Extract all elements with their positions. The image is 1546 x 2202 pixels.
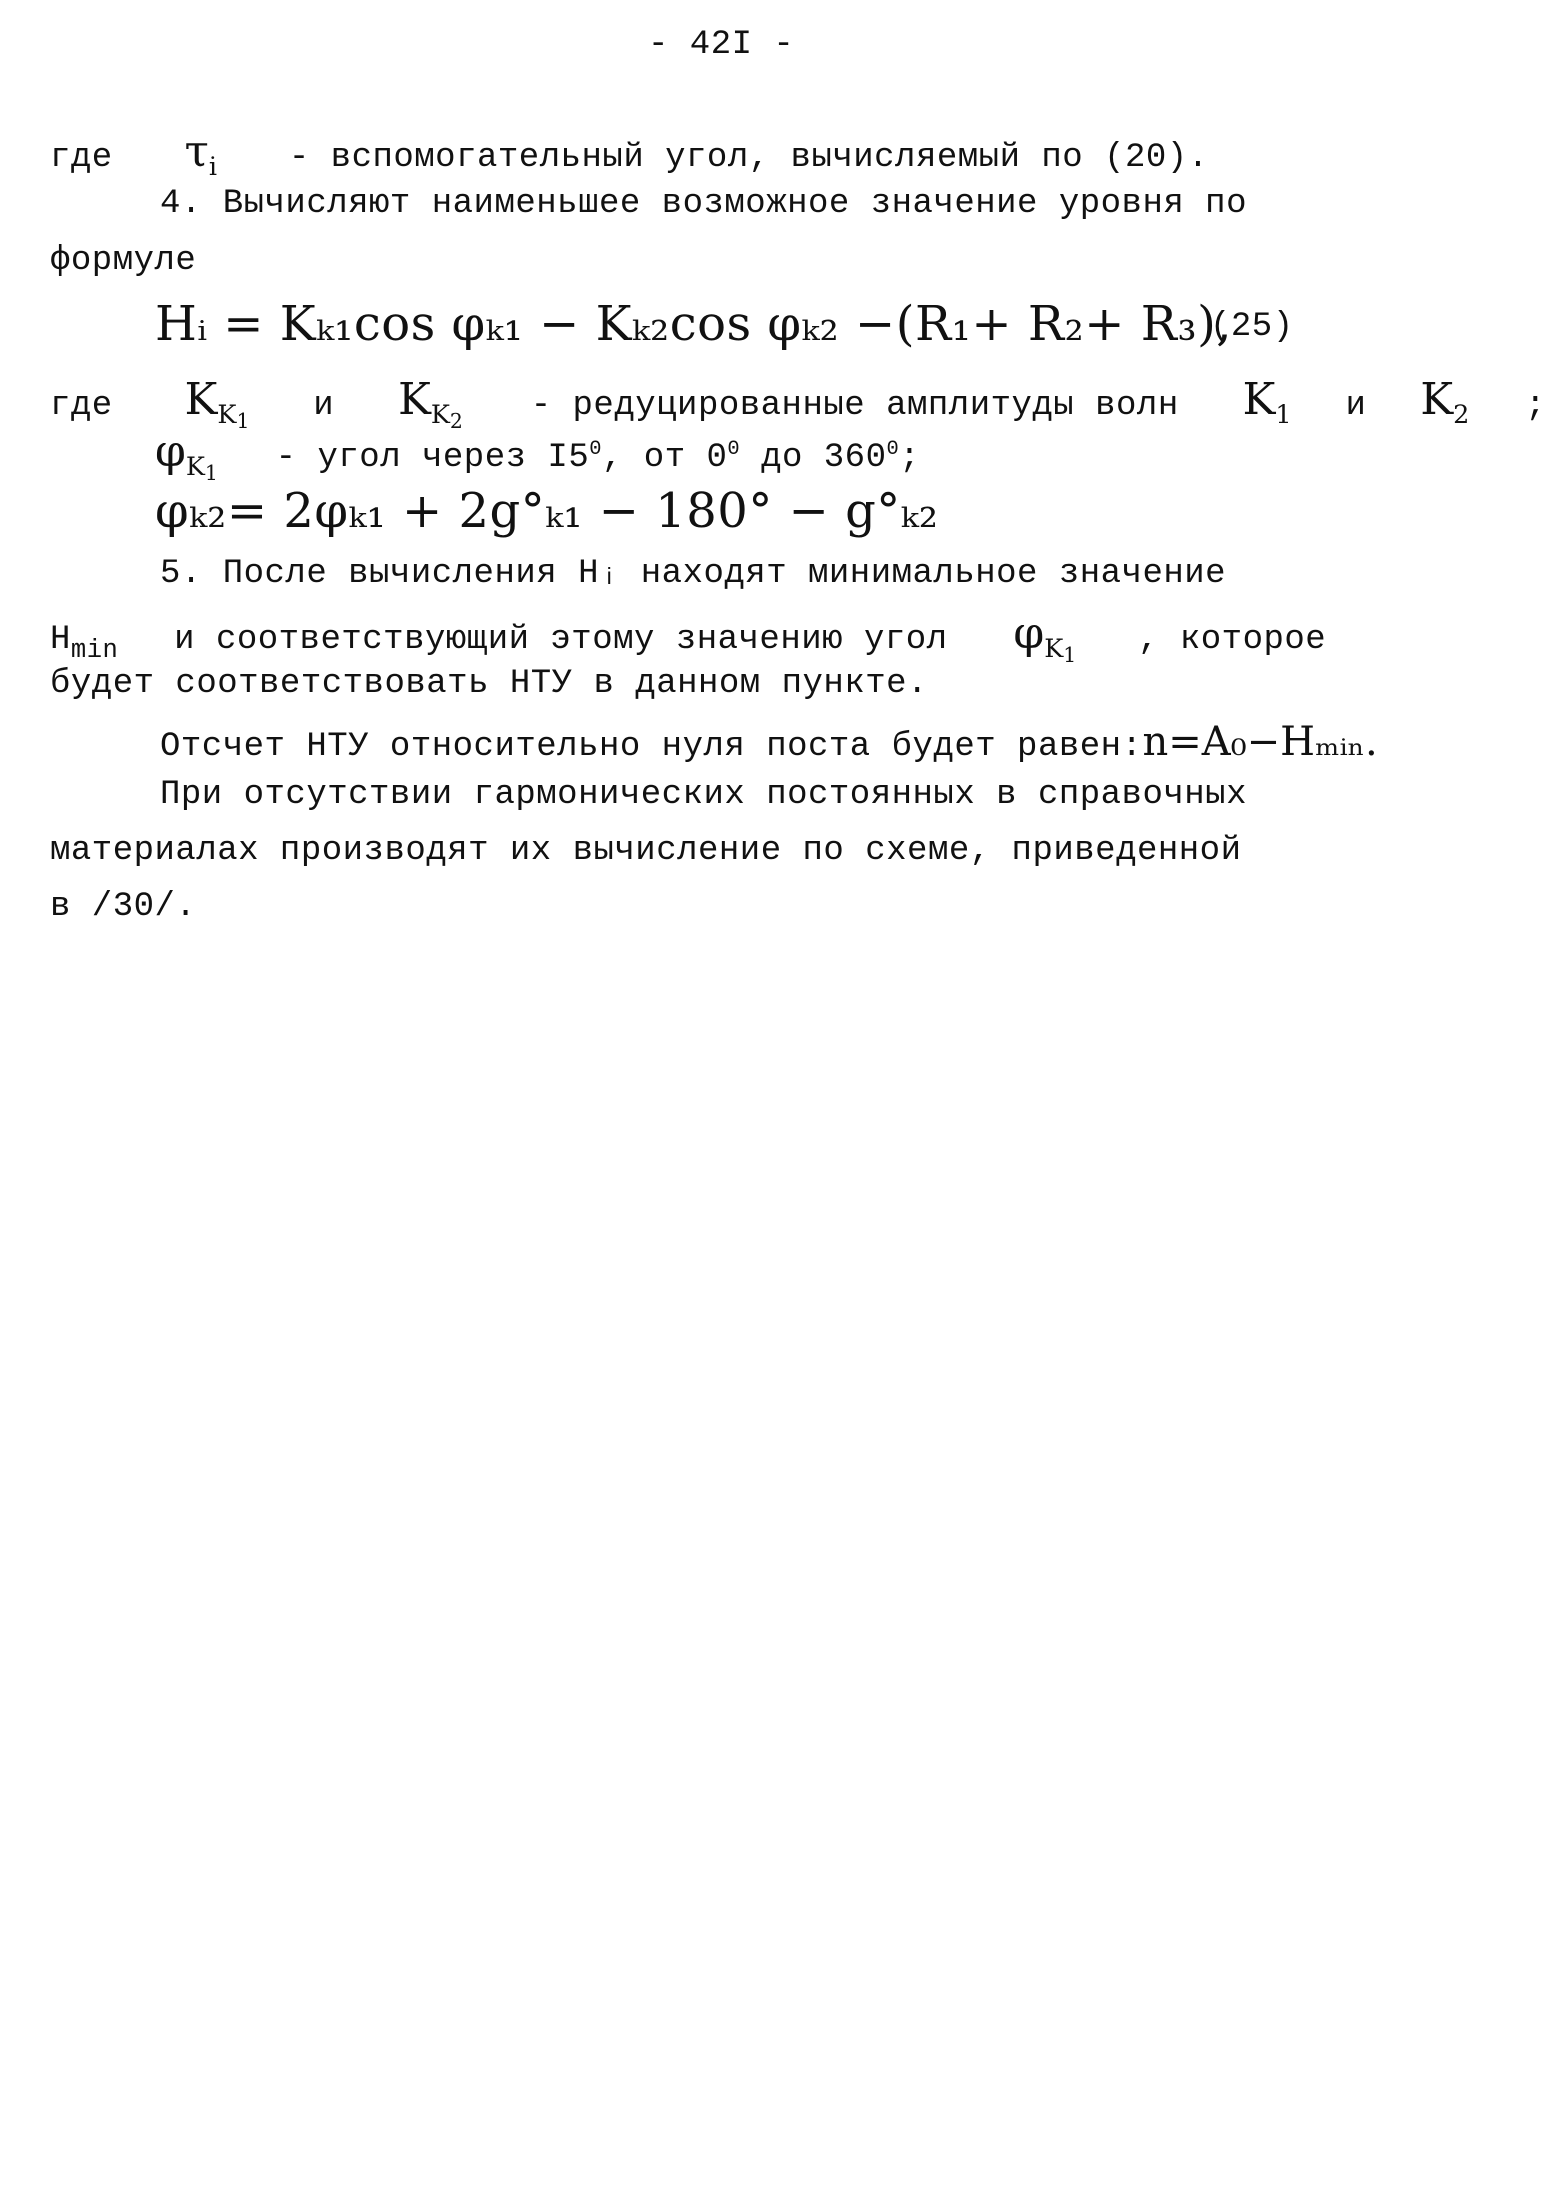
text-line-12: При отсутствии гармонических постоянных в справочных — [160, 776, 1247, 814]
tau-symbol: $\tau_i$ — [184, 126, 218, 182]
text-line-1-body: - вспомогательный угол, вычисляемый по (20). — [288, 139, 1209, 177]
k1-symbol: $K_1$ — [1242, 374, 1292, 430]
formula-25: Hᵢ = Kₖ₁cos φₖ₁ − Kₖ₂cos φₖ₂ −(R₁+ R₂+ R₃), — [155, 296, 1233, 352]
text-line-6: $\varphi_{K_1}$ - угол через $I5^0$, от $0^0$ до $360^0$; — [155, 426, 921, 486]
text-line-1 — [50, 126, 1209, 182]
text-line-10: будет соответствовать НТУ в данном пункте. — [50, 665, 928, 703]
phi-k1-symbol-2: $\varphi_{K_1}$ — [1013, 608, 1077, 668]
word-gde: где — [50, 139, 113, 177]
phi-k1-symbol: $\varphi_{K_1}$ — [155, 426, 218, 486]
formula-phi-k2: φₖ₂= 2φₖ₁ + 2g°ₖ₁ − 180° − g°ₖ₂ — [155, 483, 939, 539]
k-k1-symbol: $K_{K_1}$ — [184, 374, 250, 434]
text-line-9: $H_{min}$ и соответствующий этому значению угол $\varphi_{K_1}$ , которое — [50, 608, 1327, 668]
text-line-5: где $K_{K_1}$ и $K_{K_2}$ - редуцированные амплитуды волн $K_1$ и $K_2$ ; — [50, 374, 1546, 434]
formula-25-number: (25) — [1210, 308, 1294, 346]
text-line-2: 4. Вычисляют наименьшее возможное значение уровня по — [160, 185, 1247, 223]
h-min-symbol: $H_{min}$ — [50, 621, 119, 665]
text-line-3: формуле — [50, 242, 197, 280]
k2-symbol: $K_2$ — [1420, 374, 1470, 430]
k-k2-symbol: $K_{K_2}$ — [397, 374, 463, 434]
formula-n: n=A₀−Hₘᵢₙ. — [1142, 719, 1378, 765]
page-number: - 42I - — [648, 26, 795, 64]
text-line-11: Отсчет НТУ относительно нуля поста будет равен:n=A₀−Hₘᵢₙ. — [160, 719, 1378, 766]
text-line-13: материалах производят их вычисление по схеме, приведенной — [50, 832, 1242, 870]
text-line-14: в /30/. — [50, 888, 197, 926]
text-line-8: 5. После вычисления Hᵢ находят минимальное значение — [160, 555, 1227, 593]
